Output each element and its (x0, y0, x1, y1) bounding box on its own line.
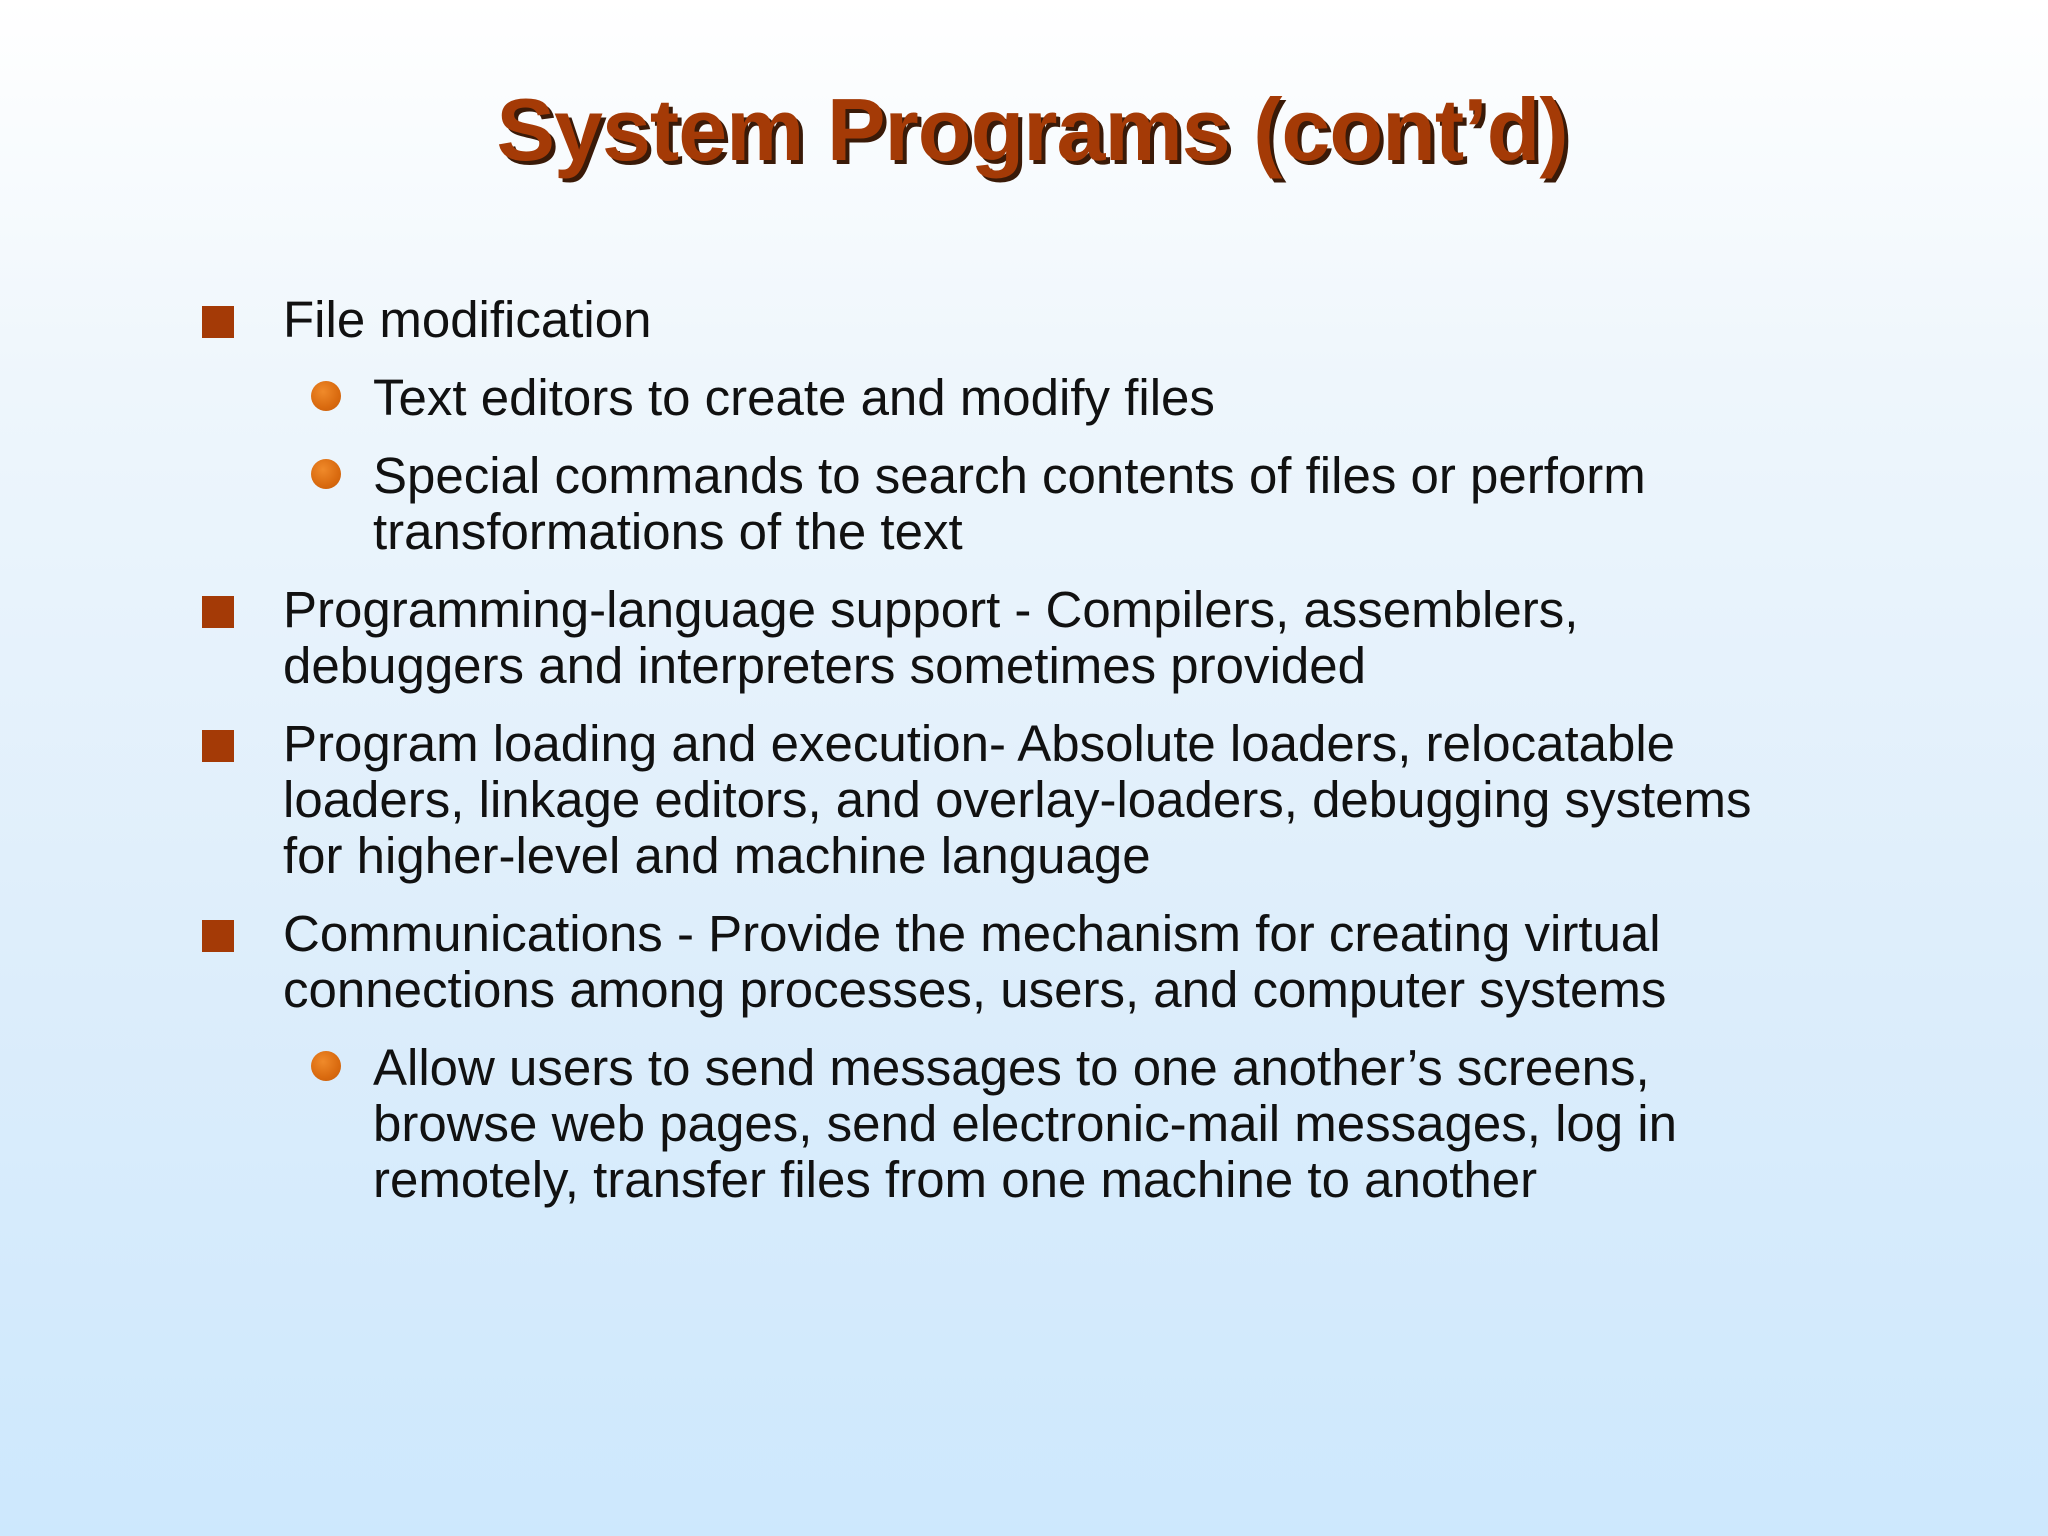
slide-title: System Programs (cont’d) (496, 80, 1568, 179)
round-bullet-icon (311, 459, 341, 489)
round-bullet-icon (311, 1051, 341, 1081)
sub-bullet-text: Special commands to search contents of files or perform transformations of the text (373, 447, 1646, 560)
bullet-item-programming-language-support (200, 582, 1800, 694)
bullet-item-file-modification (200, 292, 1800, 560)
bullet-list (200, 292, 1800, 1230)
bullet-text: Programming-language support - Compilers, assemblers, debuggers and interpreters sometimes provided (283, 581, 1579, 694)
square-bullet-icon (202, 596, 234, 628)
sub-bullet-item (283, 370, 1800, 426)
bullet-item-program-loading (200, 716, 1800, 884)
square-bullet-icon (202, 730, 234, 762)
sub-bullet-list (283, 1040, 1800, 1208)
square-bullet-icon (202, 920, 234, 952)
sub-bullet-text: Text editors to create and modify files (373, 369, 1215, 426)
sub-bullet-text: Allow users to send messages to one another’s screens, browse web pages, send electronic-mail messages, log in remotely, transfer files from one machine to another (373, 1039, 1677, 1208)
bullet-text: File modification (283, 291, 652, 348)
sub-bullet-list (283, 370, 1800, 560)
bullet-text: Program loading and execution- Absolute loaders, relocatable loaders, linkage editors, and overlay-loaders, debugging systems for higher-level and machine language (283, 715, 1752, 884)
sub-bullet-item (283, 448, 1800, 560)
sub-bullet-item (283, 1040, 1800, 1208)
bullet-item-communications (200, 906, 1800, 1208)
round-bullet-icon (311, 381, 341, 411)
square-bullet-icon (202, 306, 234, 338)
bullet-text: Communications - Provide the mechanism for creating virtual connections among processes, users, and computer systems (283, 905, 1667, 1018)
